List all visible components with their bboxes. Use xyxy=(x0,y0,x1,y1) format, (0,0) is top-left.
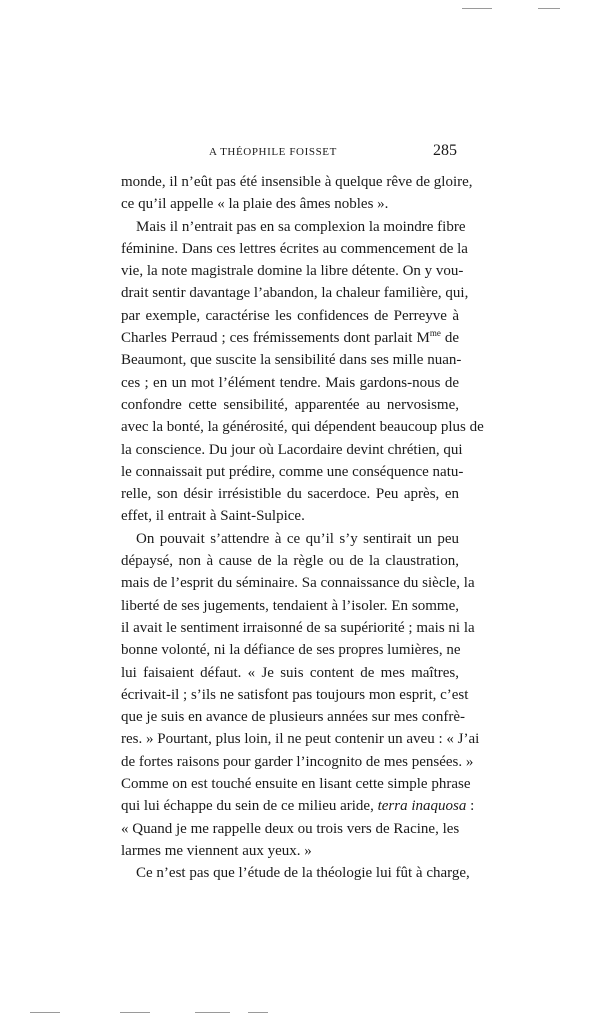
scan-edge-mark xyxy=(120,1012,150,1013)
text-line: il avait le sentiment irraisonné de sa supériorité ; mais ni la xyxy=(121,619,475,636)
superscript: me xyxy=(429,328,441,339)
text-line: par exemple, caractérise les confidences de Perreyve à xyxy=(121,307,459,324)
italic-phrase: terra inaquosa xyxy=(377,798,467,815)
text-line: On pouvait s’attendre à ce qu’il s’y sentirait un peu xyxy=(136,530,459,547)
text-line: ces ; en un mot l’élément tendre. Mais gardons-nous de xyxy=(121,374,459,391)
text-line: Comme on est touché ensuite en lisant cette simple phrase xyxy=(121,776,471,793)
text-span: Charles Perraud ; ces frémissements dont parlait M xyxy=(121,330,430,347)
text-line: « Quand je me rappelle deux ou trois vers de Racine, les xyxy=(121,820,460,837)
page-header xyxy=(121,142,459,166)
body-text xyxy=(121,171,484,885)
page-number: 285 xyxy=(433,142,457,159)
text-line: le connaissait put prédire, comme une conséquence natu- xyxy=(121,463,464,480)
scan-edge-mark xyxy=(195,1012,230,1013)
text-line: Ce n’est pas que l’étude de la théologie lui fût à charge, xyxy=(136,865,470,882)
text-line: res. » Pourtant, plus loin, il ne peut contenir un aveu : « J’ai xyxy=(121,731,480,748)
text-line: vie, la note magistrale domine la libre détente. On y vou- xyxy=(121,263,464,280)
text-line: que je suis en avance de plusieurs années sur mes confrè- xyxy=(121,709,466,726)
text-line: confondre cette sensibilité, apparentée au nervosisme, xyxy=(121,396,459,413)
text-span: de xyxy=(440,330,459,347)
text-line: lui faisaient défaut. « Je suis content de mes maîtres, xyxy=(121,664,459,681)
text-line: féminine. Dans ces lettres écrites au commencement de la xyxy=(121,240,468,257)
text-line: relle, son désir irrésistible du sacerdoce. Peu après, en xyxy=(121,486,459,503)
scan-edge-mark xyxy=(538,8,560,9)
text-line: effet, il entrait à Saint-Sulpice. xyxy=(121,508,305,525)
text-line: avec la bonté, la générosité, qui dépendent beaucoup plus de xyxy=(121,419,484,436)
text-line: mais de l’esprit du séminaire. Sa connaissance du siècle, la xyxy=(121,575,475,592)
scan-edge-mark xyxy=(248,1012,268,1013)
scan-edge-mark xyxy=(462,8,492,9)
text-line: écrivait-il ; s’ils ne satisfont pas toujours mon esprit, c’est xyxy=(121,686,469,703)
text-line: Beaumont, que suscite la sensibilité dans ses mille nuan- xyxy=(121,352,462,369)
text-line xyxy=(121,327,459,349)
text-line: larmes me viennent aux yeux. » xyxy=(121,842,312,859)
text-line: bonne volonté, ni la défiance de ses propres lumières, ne xyxy=(121,642,461,659)
text-line: Mais il n’entrait pas en sa complexion la moindre fibre xyxy=(136,218,466,235)
text-line: monde, il n’eût pas été insensible à quelque rêve de gloire, xyxy=(121,174,473,190)
text-span: : xyxy=(466,798,475,815)
text-line: ce qu’il appelle « la plaie des âmes nobles ». xyxy=(121,196,389,213)
text-line: de fortes raisons pour garder l’incognito de mes pensées. » xyxy=(121,753,474,770)
text-span: qui lui échappe du sein de ce milieu aride, xyxy=(121,798,374,815)
running-head: A THÉOPHILE FOISSET xyxy=(209,146,337,158)
text-line xyxy=(121,795,475,817)
text-line: la conscience. Du jour où Lacordaire devint chrétien, qui xyxy=(121,441,463,458)
text-line: liberté de ses jugements, tendaient à l’isoler. En somme, xyxy=(121,597,459,614)
text-line: dépaysé, non à cause de la règle ou de la claustration, xyxy=(121,553,459,570)
text-line: drait sentir davantage l’abandon, la chaleur familière, qui, xyxy=(121,285,469,302)
scan-edge-mark xyxy=(30,1012,60,1013)
